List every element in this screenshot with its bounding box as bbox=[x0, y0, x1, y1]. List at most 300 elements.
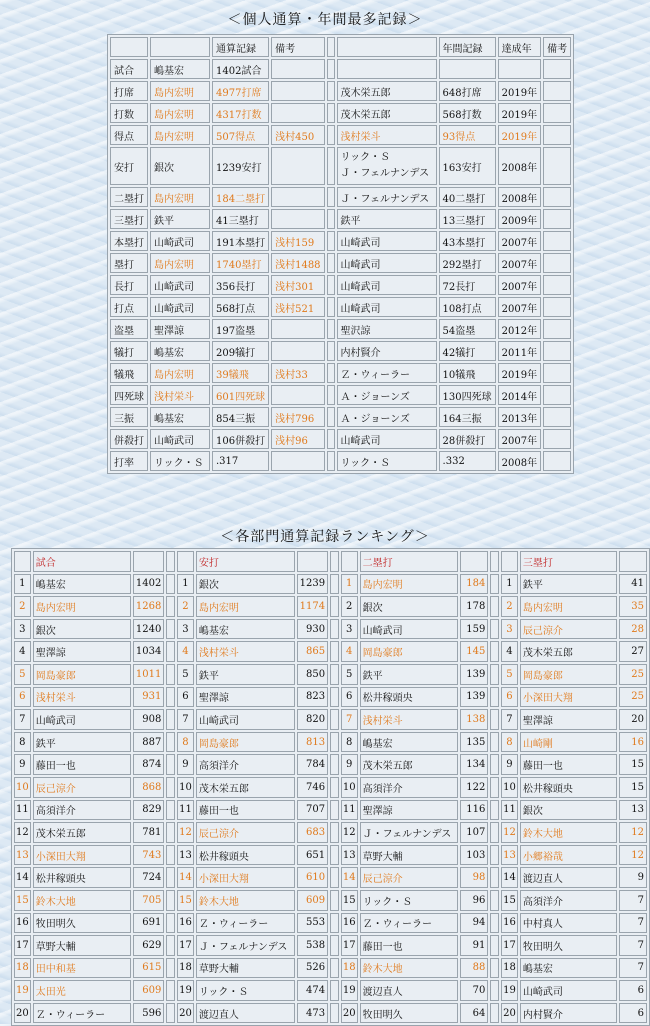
player-name: 藤田一也 bbox=[196, 800, 295, 821]
rank-number: 12 bbox=[14, 822, 31, 843]
player-name: 藤田一也 bbox=[520, 754, 617, 775]
player-name: 岡島豪郎 bbox=[360, 641, 459, 662]
records-rec-cell: 356長打 bbox=[212, 275, 269, 295]
records-note-cell bbox=[271, 319, 324, 339]
value-header-cell bbox=[297, 551, 328, 572]
player-name: 嶋基宏 bbox=[33, 574, 131, 595]
rank-number: 6 bbox=[341, 687, 358, 708]
records-yrec-cell: 648打席 bbox=[439, 81, 496, 101]
spacer-cell bbox=[166, 777, 175, 798]
records-rec-cell: 1740塁打 bbox=[212, 253, 269, 273]
records-yrec-cell: 108打点 bbox=[439, 297, 496, 317]
records-year-cell: 2008年 bbox=[498, 187, 541, 207]
rank-number: 10 bbox=[341, 777, 358, 798]
ranking-row bbox=[14, 619, 647, 640]
player-name: 島内宏明 bbox=[196, 596, 295, 617]
stat-value: 16 bbox=[619, 732, 647, 753]
stat-value: 931 bbox=[133, 687, 164, 708]
records-rec-cell: 209犠打 bbox=[212, 341, 269, 361]
ranking-row bbox=[14, 1003, 647, 1024]
records-rec-cell: 184二塁打 bbox=[212, 187, 269, 207]
stat-value: 705 bbox=[133, 890, 164, 911]
records-yname-cell: 山崎武司 bbox=[337, 231, 437, 251]
stat-value: 707 bbox=[297, 800, 328, 821]
stat-value: 178 bbox=[460, 596, 488, 617]
rank-number: 1 bbox=[341, 574, 358, 595]
stat-value: 908 bbox=[133, 709, 164, 730]
records-note-cell: 浅村796 bbox=[271, 407, 324, 427]
rank-number: 17 bbox=[177, 935, 194, 956]
records-row bbox=[110, 363, 571, 383]
rank-number: 8 bbox=[341, 732, 358, 753]
records-note-cell bbox=[271, 103, 324, 123]
spacer-cell bbox=[330, 935, 339, 956]
spacer-cell bbox=[330, 709, 339, 730]
records-row bbox=[110, 147, 571, 185]
spacer-cell bbox=[330, 890, 339, 911]
records-header-cell: 備考 bbox=[543, 37, 571, 57]
ranking-row bbox=[14, 800, 647, 821]
player-name: 浅村栄斗 bbox=[196, 641, 295, 662]
player-name: Ｊ・フェルナンデス bbox=[360, 822, 459, 843]
player-name: 高須洋介 bbox=[520, 890, 617, 911]
records-name-cell: 島内宏明 bbox=[150, 125, 210, 145]
spacer-cell bbox=[327, 407, 335, 427]
stat-value: 15 bbox=[619, 777, 647, 798]
rank-number: 8 bbox=[177, 732, 194, 753]
stat-value: 94 bbox=[460, 913, 488, 934]
stat-value: 813 bbox=[297, 732, 328, 753]
ranking-row bbox=[14, 935, 647, 956]
ranking-category-header: 安打 bbox=[196, 551, 295, 572]
player-name: 山崎武司 bbox=[33, 709, 131, 730]
records-ynote-cell bbox=[543, 451, 571, 471]
rank-number: 1 bbox=[177, 574, 194, 595]
records-header-cell bbox=[327, 37, 335, 57]
records-header-cell bbox=[337, 37, 437, 57]
rank-number: 9 bbox=[501, 754, 518, 775]
stat-value: 28 bbox=[619, 619, 647, 640]
ranking-row bbox=[14, 596, 647, 617]
records-rec-cell: 39犠飛 bbox=[212, 363, 269, 383]
stat-value: 7 bbox=[619, 913, 647, 934]
records-note-cell bbox=[271, 81, 324, 101]
records-yname-cell: Ｊ・フェルナンデス bbox=[337, 187, 437, 207]
stat-value: 25 bbox=[619, 664, 647, 685]
spacer-cell bbox=[330, 754, 339, 775]
stat-value: 15 bbox=[619, 754, 647, 775]
spacer-cell bbox=[330, 664, 339, 685]
records-yname-cell: 内村賢介 bbox=[337, 341, 437, 361]
records-ynote-cell bbox=[543, 341, 571, 361]
player-name: 聖澤諒 bbox=[520, 709, 617, 730]
player-name: 高須洋介 bbox=[360, 777, 459, 798]
records-year-cell: 2019年 bbox=[498, 81, 541, 101]
records-note-cell: 浅村1488 bbox=[271, 253, 324, 273]
rank-number: 8 bbox=[501, 732, 518, 753]
spacer-cell bbox=[330, 551, 339, 572]
stat-value: 145 bbox=[460, 641, 488, 662]
rank-number: 10 bbox=[501, 777, 518, 798]
player-name: 牧田明久 bbox=[360, 1003, 459, 1024]
spacer-cell bbox=[327, 451, 335, 471]
stat-value: 743 bbox=[133, 845, 164, 866]
player-name: 聖澤諒 bbox=[360, 800, 459, 821]
records-ynote-cell bbox=[543, 231, 571, 251]
rank-number: 20 bbox=[14, 1003, 31, 1024]
player-name: 草野大輔 bbox=[196, 958, 295, 979]
stat-value: 596 bbox=[133, 1003, 164, 1024]
spacer-cell bbox=[327, 385, 335, 405]
player-name: Ｊ・フェルナンデス bbox=[196, 935, 295, 956]
records-rec-cell: 601四死球 bbox=[212, 385, 269, 405]
records-ynote-cell bbox=[543, 363, 571, 383]
records-year-cell: 2014年 bbox=[498, 385, 541, 405]
rank-number: 20 bbox=[341, 1003, 358, 1024]
stat-value: 12 bbox=[619, 822, 647, 843]
stat-value: 20 bbox=[619, 709, 647, 730]
records-header-cell bbox=[110, 37, 148, 57]
value-header-cell bbox=[619, 551, 647, 572]
records-ynote-cell bbox=[543, 209, 571, 229]
rank-number: 5 bbox=[501, 664, 518, 685]
stat-value: 474 bbox=[297, 980, 328, 1001]
ranking-row bbox=[14, 777, 647, 798]
spacer-cell bbox=[330, 687, 339, 708]
spacer-cell bbox=[490, 935, 499, 956]
spacer-cell bbox=[330, 732, 339, 753]
spacer-cell bbox=[330, 777, 339, 798]
records-yname-cell: リック・Ｓ Ｊ・フェルナンデス bbox=[337, 147, 437, 185]
stat-value: 724 bbox=[133, 867, 164, 888]
records-year-cell: 2008年 bbox=[498, 147, 541, 185]
spacer-cell bbox=[166, 732, 175, 753]
stat-value: 553 bbox=[297, 913, 328, 934]
records-cat-cell: 三振 bbox=[110, 407, 148, 427]
player-name: 山崎武司 bbox=[520, 980, 617, 1001]
stat-value: 138 bbox=[460, 709, 488, 730]
stat-value: 159 bbox=[460, 619, 488, 640]
records-year-cell: 2007年 bbox=[498, 429, 541, 449]
player-name: 辰己涼介 bbox=[360, 867, 459, 888]
records-note-cell bbox=[271, 385, 324, 405]
stat-value: 473 bbox=[297, 1003, 328, 1024]
stat-value: 781 bbox=[133, 822, 164, 843]
records-year-cell: 2012年 bbox=[498, 319, 541, 339]
records-year-cell: 2013年 bbox=[498, 407, 541, 427]
spacer-cell bbox=[166, 754, 175, 775]
stat-value: 103 bbox=[460, 845, 488, 866]
ranking-row bbox=[14, 641, 647, 662]
rank-number: 2 bbox=[177, 596, 194, 617]
player-name: 島内宏明 bbox=[360, 574, 459, 595]
records-row bbox=[110, 429, 571, 449]
ranking-category-header: 三塁打 bbox=[520, 551, 617, 572]
player-name: 高須洋介 bbox=[33, 800, 131, 821]
records-row bbox=[110, 385, 571, 405]
records-row bbox=[110, 341, 571, 361]
records-row bbox=[110, 103, 571, 123]
spacer-cell bbox=[327, 297, 335, 317]
player-name: 茂木栄五郎 bbox=[360, 754, 459, 775]
player-name: 岡島豪郎 bbox=[196, 732, 295, 753]
player-name: 内村賢介 bbox=[520, 1003, 617, 1024]
records-ynote-cell bbox=[543, 59, 571, 79]
rank-number: 11 bbox=[177, 800, 194, 821]
records-name-cell: リック・Ｓ bbox=[150, 451, 210, 471]
spacer-cell bbox=[327, 125, 335, 145]
player-name: 茂木栄五郎 bbox=[196, 777, 295, 798]
stat-value: 850 bbox=[297, 664, 328, 685]
spacer-cell bbox=[327, 341, 335, 361]
player-name: 草野大輔 bbox=[33, 935, 131, 956]
player-name: 鉄平 bbox=[520, 574, 617, 595]
player-name: 藤田一也 bbox=[360, 935, 459, 956]
stat-value: 629 bbox=[133, 935, 164, 956]
stat-value: 615 bbox=[133, 958, 164, 979]
records-cat-cell: 得点 bbox=[110, 125, 148, 145]
records-yrec-cell: 93得点 bbox=[439, 125, 496, 145]
spacer-cell bbox=[490, 732, 499, 753]
records-cat-cell: 犠飛 bbox=[110, 363, 148, 383]
rank-number: 4 bbox=[177, 641, 194, 662]
stat-value: 823 bbox=[297, 687, 328, 708]
stat-value: 6 bbox=[619, 1003, 647, 1024]
stat-value: 122 bbox=[460, 777, 488, 798]
spacer-cell bbox=[490, 1003, 499, 1024]
stat-value: 91 bbox=[460, 935, 488, 956]
rank-number: 17 bbox=[341, 935, 358, 956]
records-ynote-cell bbox=[543, 253, 571, 273]
spacer-cell bbox=[166, 958, 175, 979]
records-cat-cell: 打数 bbox=[110, 103, 148, 123]
records-note-cell: 浅村301 bbox=[271, 275, 324, 295]
spacer-cell bbox=[166, 574, 175, 595]
records-name-cell: 山崎武司 bbox=[150, 231, 210, 251]
records-year-cell: 2008年 bbox=[498, 451, 541, 471]
records-rec-cell: 4317打数 bbox=[212, 103, 269, 123]
records-ynote-cell bbox=[543, 319, 571, 339]
rank-number: 20 bbox=[501, 1003, 518, 1024]
stat-value: 135 bbox=[460, 732, 488, 753]
rank-number: 17 bbox=[14, 935, 31, 956]
records-row bbox=[110, 81, 571, 101]
stat-value: 27 bbox=[619, 641, 647, 662]
player-name: 田中和基 bbox=[33, 958, 131, 979]
records-cat-cell: 試合 bbox=[110, 59, 148, 79]
player-name: 聖澤諒 bbox=[33, 641, 131, 662]
records-yname-cell: 山崎武司 bbox=[337, 275, 437, 295]
player-name: 岡島豪郎 bbox=[33, 664, 131, 685]
records-row bbox=[110, 125, 571, 145]
spacer-cell bbox=[166, 641, 175, 662]
records-yname-cell: 山崎武司 bbox=[337, 297, 437, 317]
spacer-cell bbox=[330, 596, 339, 617]
player-name: 松井稼頭央 bbox=[196, 845, 295, 866]
stat-value: 683 bbox=[297, 822, 328, 843]
spacer-cell bbox=[330, 958, 339, 979]
records-yname-cell: 浅村栄斗 bbox=[337, 125, 437, 145]
stat-value: 609 bbox=[133, 980, 164, 1001]
ranking-row bbox=[14, 890, 647, 911]
value-header-cell bbox=[460, 551, 488, 572]
records-name-cell: 山崎武司 bbox=[150, 297, 210, 317]
records-yname-cell: 山崎武司 bbox=[337, 429, 437, 449]
records-yrec-cell: 54盗塁 bbox=[439, 319, 496, 339]
spacer-cell bbox=[327, 187, 335, 207]
records-year-cell: 2007年 bbox=[498, 253, 541, 273]
ranking-row bbox=[14, 845, 647, 866]
spacer-cell bbox=[490, 754, 499, 775]
rank-number: 2 bbox=[501, 596, 518, 617]
stat-value: 98 bbox=[460, 867, 488, 888]
records-year-cell: 2019年 bbox=[498, 363, 541, 383]
stat-value: 610 bbox=[297, 867, 328, 888]
player-name: 聖澤諒 bbox=[196, 687, 295, 708]
rank-header-cell bbox=[341, 551, 358, 572]
ranking-row bbox=[14, 574, 647, 595]
ranking-table bbox=[11, 548, 650, 1026]
records-name-cell: 島内宏明 bbox=[150, 363, 210, 383]
ranking-row bbox=[14, 709, 647, 730]
player-name: Ｚ・ウィーラー bbox=[360, 913, 459, 934]
player-name: 小深田大翔 bbox=[33, 845, 131, 866]
stat-value: 116 bbox=[460, 800, 488, 821]
records-rec-cell: 41三塁打 bbox=[212, 209, 269, 229]
records-note-cell: 浅村159 bbox=[271, 231, 324, 251]
stat-value: 784 bbox=[297, 754, 328, 775]
player-name: 渡辺直人 bbox=[196, 1003, 295, 1024]
records-row bbox=[110, 297, 571, 317]
spacer-cell bbox=[327, 429, 335, 449]
spacer-cell bbox=[330, 800, 339, 821]
records-yrec-cell: .332 bbox=[439, 451, 496, 471]
player-name: 辰己涼介 bbox=[33, 777, 131, 798]
ranking-row bbox=[14, 822, 647, 843]
stat-value: 41 bbox=[619, 574, 647, 595]
records-name-cell: 嶋基宏 bbox=[150, 341, 210, 361]
spacer-cell bbox=[330, 913, 339, 934]
stat-value: 25 bbox=[619, 687, 647, 708]
spacer-cell bbox=[327, 209, 335, 229]
stat-value: 70 bbox=[460, 980, 488, 1001]
player-name: 鉄平 bbox=[360, 664, 459, 685]
records-row bbox=[110, 319, 571, 339]
records-row bbox=[110, 253, 571, 273]
ranking-category-header: 二塁打 bbox=[360, 551, 459, 572]
records-ynote-cell bbox=[543, 297, 571, 317]
records-cat-cell: 併殺打 bbox=[110, 429, 148, 449]
rank-number: 3 bbox=[177, 619, 194, 640]
spacer-cell bbox=[327, 147, 335, 185]
stat-value: 64 bbox=[460, 1003, 488, 1024]
player-name: 嶋基宏 bbox=[196, 619, 295, 640]
stat-value: 651 bbox=[297, 845, 328, 866]
ranking-row bbox=[14, 980, 647, 1001]
value-header-cell bbox=[133, 551, 164, 572]
rank-number: 16 bbox=[341, 913, 358, 934]
records-cat-cell: 二塁打 bbox=[110, 187, 148, 207]
records-yrec-cell: 43本塁打 bbox=[439, 231, 496, 251]
records-rec-cell: 106併殺打 bbox=[212, 429, 269, 449]
player-name: リック・Ｓ bbox=[196, 980, 295, 1001]
stat-value: 538 bbox=[297, 935, 328, 956]
player-name: Ｚ・ウィーラー bbox=[33, 1003, 131, 1024]
stat-value: 526 bbox=[297, 958, 328, 979]
player-name: Ｚ・ウィーラー bbox=[196, 913, 295, 934]
spacer-cell bbox=[166, 890, 175, 911]
stat-value: 1011 bbox=[133, 664, 164, 685]
rank-number: 3 bbox=[501, 619, 518, 640]
records-yname-cell: 鉄平 bbox=[337, 209, 437, 229]
spacer-cell bbox=[166, 619, 175, 640]
player-name: 鉄平 bbox=[196, 664, 295, 685]
player-name: 山崎剛 bbox=[520, 732, 617, 753]
records-note-cell: 浅村521 bbox=[271, 297, 324, 317]
ranking-row bbox=[14, 958, 647, 979]
ranking-row bbox=[14, 687, 647, 708]
spacer-cell bbox=[490, 551, 499, 572]
player-name: 鈴木大地 bbox=[33, 890, 131, 911]
rank-number: 15 bbox=[501, 890, 518, 911]
player-name: 太田光 bbox=[33, 980, 131, 1001]
stat-value: 96 bbox=[460, 890, 488, 911]
spacer-cell bbox=[327, 103, 335, 123]
spacer-cell bbox=[490, 845, 499, 866]
rank-number: 12 bbox=[341, 822, 358, 843]
rank-number: 19 bbox=[14, 980, 31, 1001]
rank-number: 6 bbox=[501, 687, 518, 708]
records-cat-cell: 打点 bbox=[110, 297, 148, 317]
rank-number: 12 bbox=[177, 822, 194, 843]
spacer-cell bbox=[490, 664, 499, 685]
rank-number: 11 bbox=[341, 800, 358, 821]
records-ynote-cell bbox=[543, 147, 571, 185]
stat-value: 1034 bbox=[133, 641, 164, 662]
spacer-cell bbox=[330, 619, 339, 640]
records-row bbox=[110, 275, 571, 295]
spacer-cell bbox=[490, 980, 499, 1001]
records-yname-cell: Ａ・ジョーンズ bbox=[337, 385, 437, 405]
rank-number: 11 bbox=[14, 800, 31, 821]
rank-number: 18 bbox=[501, 958, 518, 979]
rank-number: 14 bbox=[177, 867, 194, 888]
rank-number: 7 bbox=[14, 709, 31, 730]
rank-number: 1 bbox=[14, 574, 31, 595]
rank-number: 13 bbox=[14, 845, 31, 866]
stat-value: 820 bbox=[297, 709, 328, 730]
records-row bbox=[110, 209, 571, 229]
spacer-cell bbox=[166, 845, 175, 866]
records-ynote-cell bbox=[543, 81, 571, 101]
player-name: 鈴木大地 bbox=[360, 958, 459, 979]
records-note-cell bbox=[271, 341, 324, 361]
records-name-cell: 銀次 bbox=[150, 147, 210, 185]
player-name: 松井稼頭央 bbox=[33, 867, 131, 888]
spacer-cell bbox=[330, 867, 339, 888]
spacer-cell bbox=[490, 687, 499, 708]
records-yrec-cell: 164三振 bbox=[439, 407, 496, 427]
ranking-row bbox=[14, 732, 647, 753]
records-ynote-cell bbox=[543, 275, 571, 295]
rank-number: 14 bbox=[14, 867, 31, 888]
spacer-cell bbox=[490, 641, 499, 662]
spacer-cell bbox=[490, 867, 499, 888]
spacer-cell bbox=[330, 980, 339, 1001]
stat-value: 887 bbox=[133, 732, 164, 753]
stat-value: 930 bbox=[297, 619, 328, 640]
records-name-cell: 山崎武司 bbox=[150, 429, 210, 449]
